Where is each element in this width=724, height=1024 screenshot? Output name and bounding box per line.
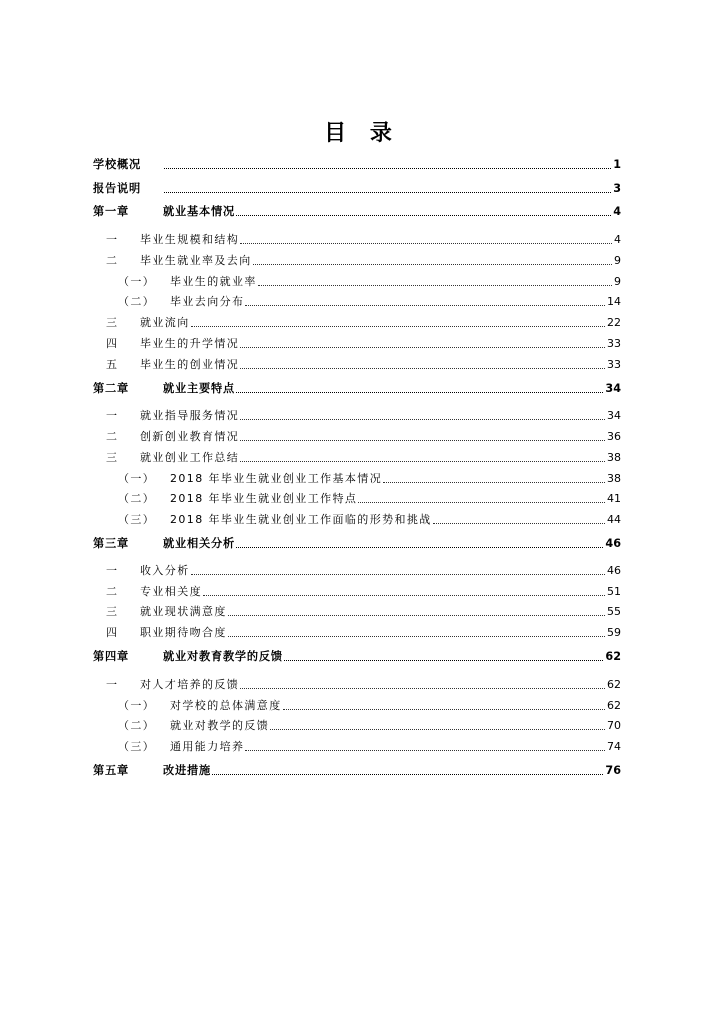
toc-entry-page: 46 [607,564,621,577]
toc-entry-number: 四 [106,337,119,350]
toc-entry-title: 就业基本情况 [163,205,235,218]
dot-leader [228,615,605,616]
toc-entry-number: （二） [118,295,156,308]
toc-entry-page: 9 [614,275,621,288]
toc-subsection [118,739,621,755]
toc-entry-page: 55 [607,605,621,618]
toc-section [106,232,621,248]
toc-entry [93,181,621,197]
dot-leader [236,392,603,393]
toc-section [106,604,621,620]
toc-section [106,584,621,600]
toc-entry-page: 74 [607,740,621,753]
toc-entry-number: 第二章 [93,382,129,395]
toc-entry-number: 三 [106,605,119,618]
toc-entry-title: 创新创业教育情况 [140,430,240,443]
toc-section [106,677,621,693]
toc-entry-page: 41 [607,492,621,505]
toc-entry-number: 第三章 [93,537,129,550]
toc-entry-number: （一） [118,699,156,712]
toc-entry-title: 就业对教学的反馈 [170,719,270,732]
toc-entry-title: 就业指导服务情况 [140,409,240,422]
toc-entry-page: 59 [607,626,621,639]
toc-entry-number: 一 [106,233,119,246]
toc-entry-page: 36 [607,430,621,443]
toc-section [106,429,621,445]
toc-entry-title: 专业相关度 [140,585,202,598]
toc-subsection [118,471,621,487]
toc-entry-title: 毕业生的升学情况 [140,337,240,350]
toc-entry-page: 34 [607,409,621,422]
dot-leader [258,285,612,286]
toc-entry-page: 38 [607,472,621,485]
toc-entry-number: 学校概况 [93,158,141,171]
toc-entry-title: 就业现状满意度 [140,605,227,618]
toc-entry-page: 9 [614,254,621,267]
dot-leader [191,326,605,327]
toc-entry-number: 二 [106,254,119,267]
dot-leader [191,574,605,575]
toc-entry-title: 2018 年毕业生就业创业工作面临的形势和挑战 [170,513,432,526]
toc-entry-number: 一 [106,409,119,422]
toc-entry-page: 4 [614,233,621,246]
dot-leader [228,636,605,637]
toc-chapter [93,763,621,779]
toc-section [106,336,621,352]
toc-entry-page: 38 [607,451,621,464]
toc-entry-page: 51 [607,585,621,598]
toc-entry-number: 二 [106,585,119,598]
dot-leader [240,688,605,689]
toc-entry-number: 报告说明 [93,182,141,195]
dot-leader [236,547,603,548]
toc-chapter [93,381,621,397]
dot-leader [240,347,605,348]
dot-leader [240,243,612,244]
toc-entry-title: 就业主要特点 [163,382,235,395]
toc-entry-page: 76 [605,764,621,777]
toc-entry-page: 62 [607,699,621,712]
toc-entry-number: （三） [118,513,156,526]
toc-entry-number: （一） [118,275,156,288]
toc-entry-number: （二） [118,719,156,732]
dot-leader [164,192,611,193]
dot-leader [236,215,611,216]
toc-section [106,563,621,579]
toc-entry-title: 毕业生的创业情况 [140,358,240,371]
toc-entry-title: 2018 年毕业生就业创业工作特点 [170,492,358,505]
toc-entry-number: 一 [106,678,119,691]
toc-entry-number: 第四章 [93,650,129,663]
toc-entry-page: 34 [605,382,621,395]
dot-leader [270,729,605,730]
toc-entry-title: 改进措施 [163,764,211,777]
toc-section [106,315,621,331]
toc-subsection [118,718,621,734]
toc-entry-title: 通用能力培养 [170,740,245,753]
toc-entry-page: 33 [607,337,621,350]
toc-entry-page: 4 [613,205,621,218]
toc-entry-title: 对学校的总体满意度 [170,699,282,712]
dot-leader [240,461,605,462]
page-title: 目 录 [324,121,400,146]
toc-entry-number: （一） [118,472,156,485]
dot-leader [283,709,605,710]
toc-entry-title: 对人才培养的反馈 [140,678,240,691]
toc-subsection [118,294,621,310]
toc-entry-title: 就业创业工作总结 [140,451,240,464]
toc-subsection [118,274,621,290]
toc-entry-page: 14 [607,295,621,308]
toc-entry-title: 毕业去向分布 [170,295,245,308]
toc-subsection [118,491,621,507]
toc-section [106,253,621,269]
toc-entry-title: 毕业生的就业率 [170,275,257,288]
dot-leader [203,595,605,596]
toc-entry-page: 62 [607,678,621,691]
toc-entry-page: 3 [613,182,621,195]
toc-chapter [93,204,621,220]
toc-entry-number: 五 [106,358,119,371]
toc-section [106,450,621,466]
dot-leader [240,440,605,441]
dot-leader [240,368,605,369]
toc-entry-title: 毕业生就业率及去向 [140,254,252,267]
toc-entry-title: 就业流向 [140,316,190,329]
dot-leader [433,523,605,524]
toc-chapter [93,649,621,665]
toc-entry-number: （二） [118,492,156,505]
toc-entry-page: 44 [607,513,621,526]
toc-entry-number: （三） [118,740,156,753]
toc-entry-title: 2018 年毕业生就业创业工作基本情况 [170,472,383,485]
toc-subsection [118,512,621,528]
toc-entry-number: 三 [106,316,119,329]
toc-entry-title: 就业相关分析 [163,537,235,550]
toc-entry-page: 62 [605,650,621,663]
toc-entry-title: 毕业生规模和结构 [140,233,240,246]
toc-section [106,625,621,641]
toc-entry [93,157,621,173]
toc-entry-number: 四 [106,626,119,639]
toc-entry-number: 第五章 [93,764,129,777]
dot-leader [245,750,605,751]
dot-leader [358,502,605,503]
dot-leader [253,264,612,265]
toc-entry-title: 职业期待吻合度 [140,626,227,639]
toc-entry-page: 70 [607,719,621,732]
dot-leader [164,168,611,169]
toc-chapter [93,536,621,552]
toc-entry-page: 1 [613,158,621,171]
dot-leader [284,660,604,661]
toc-entry-number: 二 [106,430,119,443]
toc-entry-title: 收入分析 [140,564,190,577]
dot-leader [383,482,605,483]
dot-leader [245,305,605,306]
toc-entry-number: 一 [106,564,119,577]
toc-section [106,408,621,424]
toc-entry-page: 46 [605,537,621,550]
toc-entry-number: 三 [106,451,119,464]
toc-subsection [118,698,621,714]
toc-entry-page: 33 [607,358,621,371]
toc-entry-title: 就业对教育教学的反馈 [163,650,283,663]
dot-leader [240,419,605,420]
toc-entry-page: 22 [607,316,621,329]
dot-leader [212,774,603,775]
toc-entry-number: 第一章 [93,205,129,218]
toc-section [106,357,621,373]
